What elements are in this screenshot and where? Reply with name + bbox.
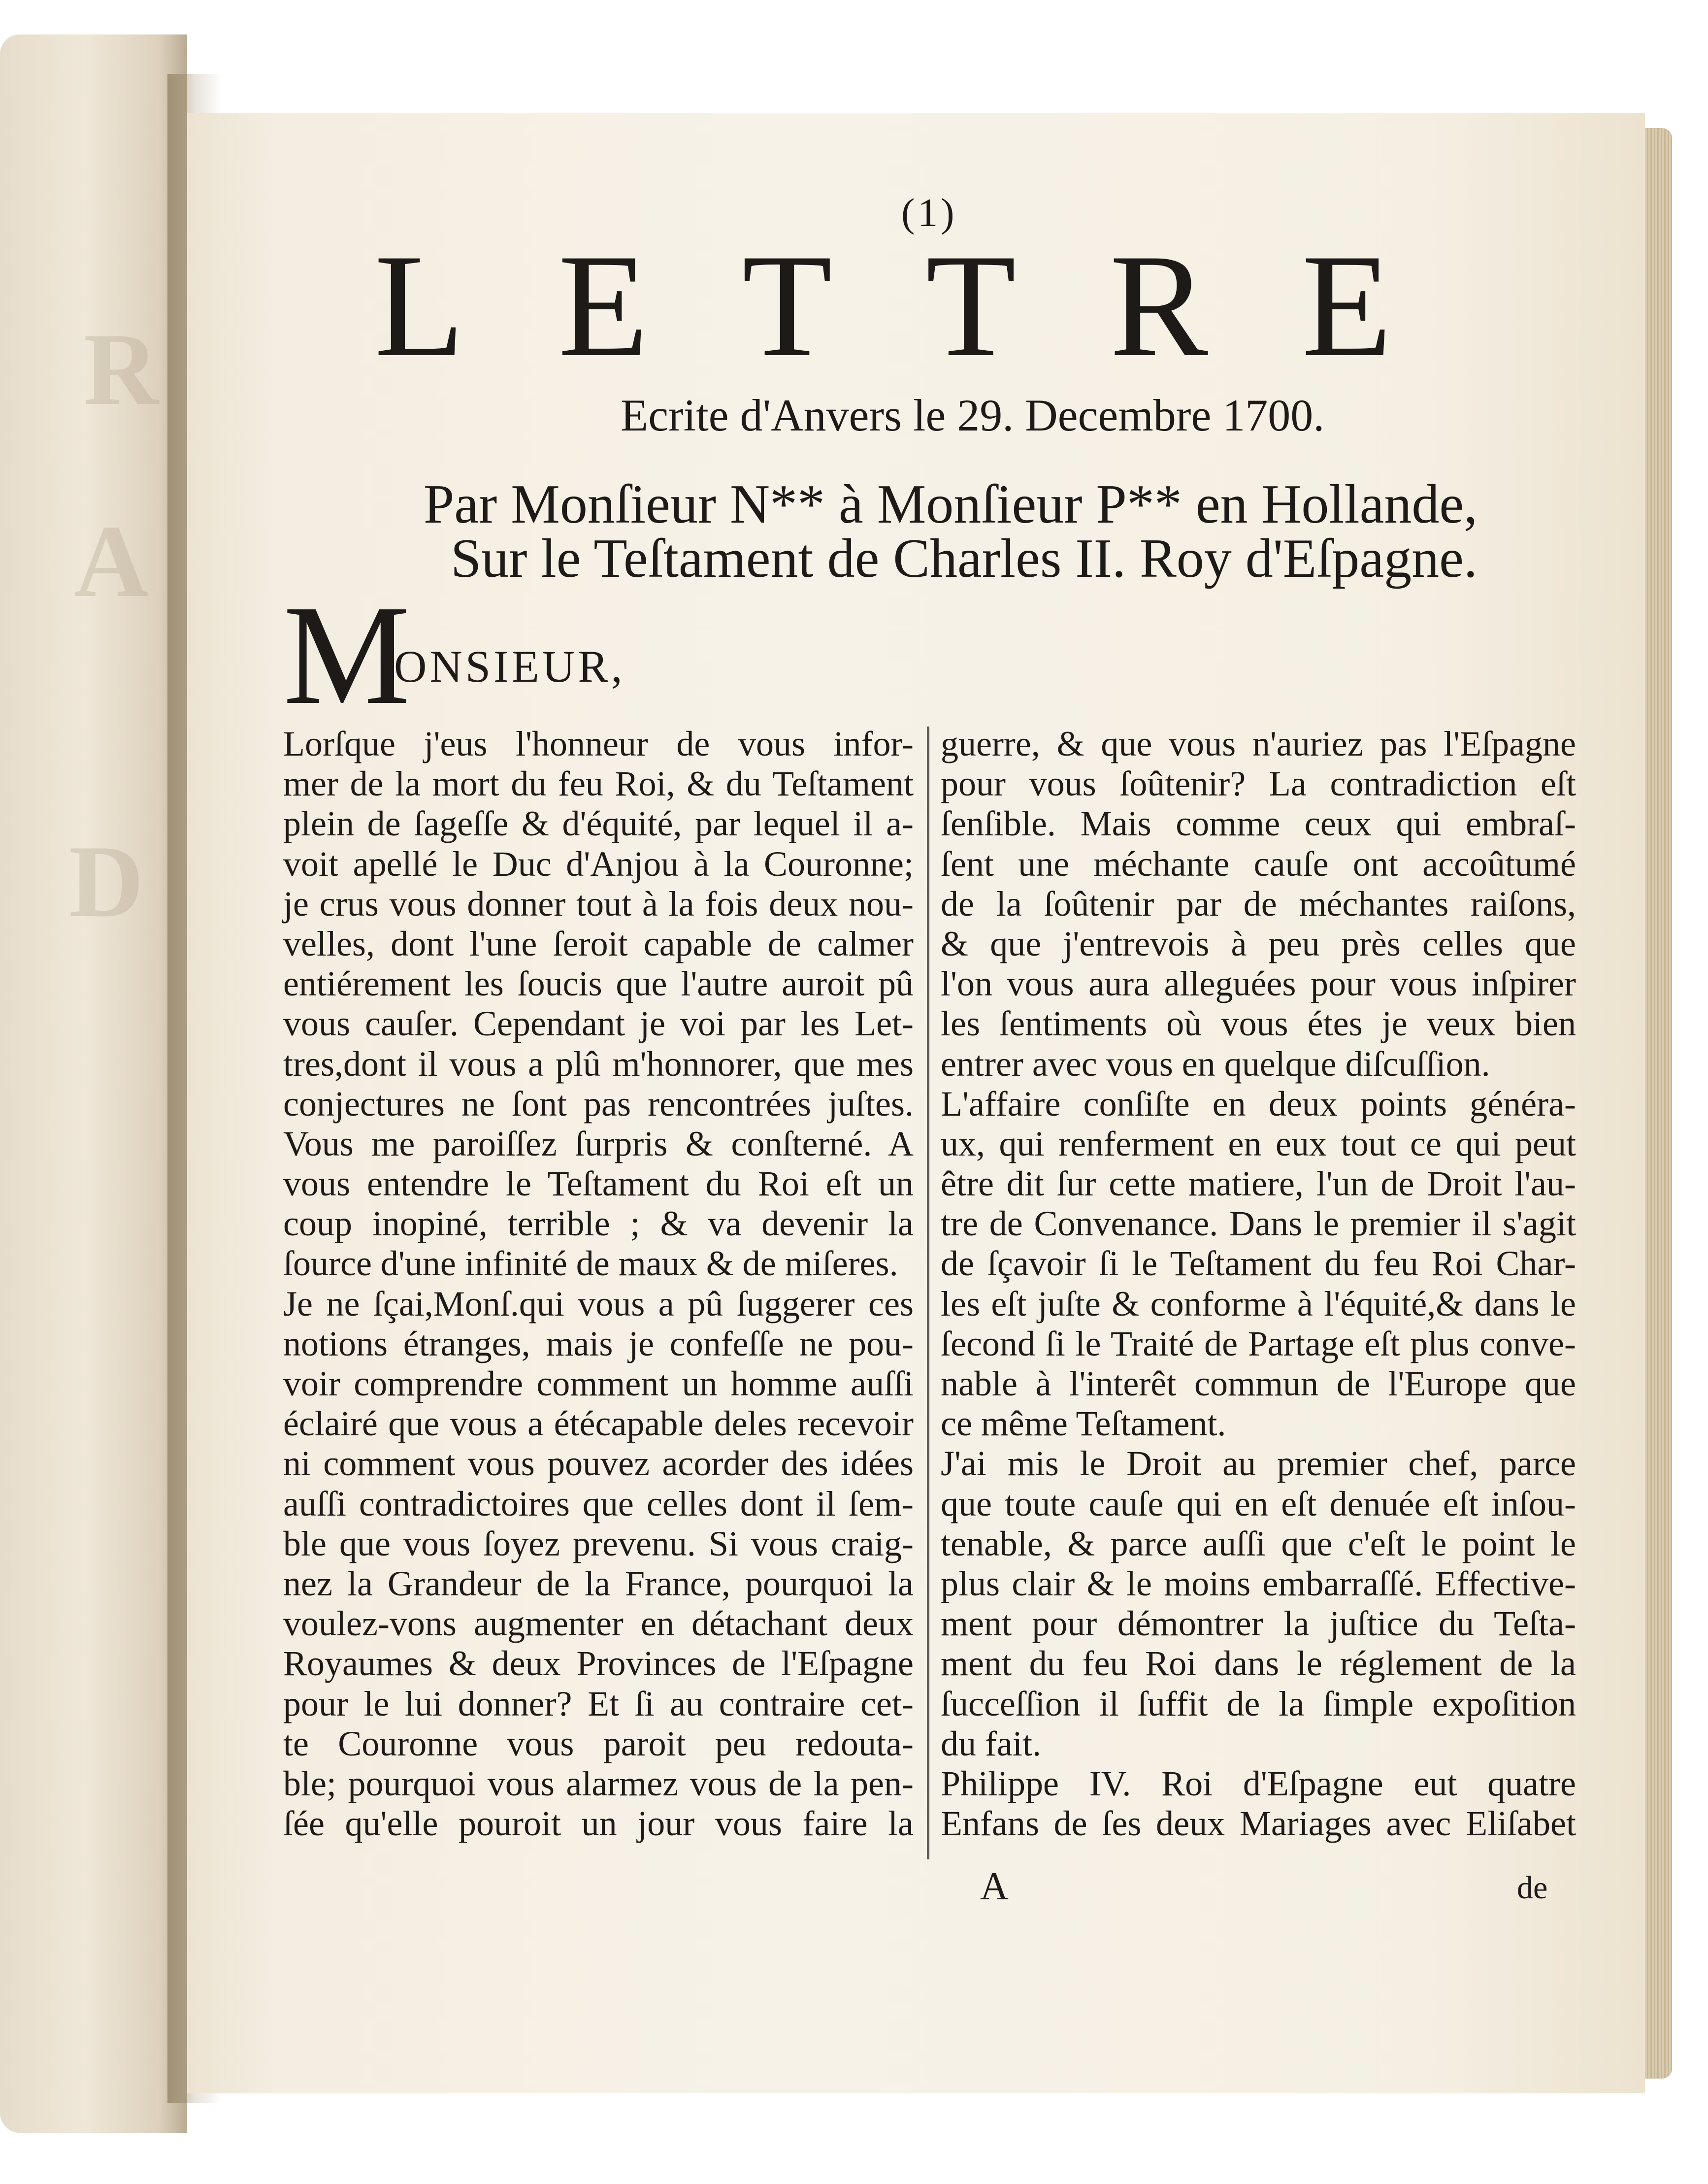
page-title: LETTRE	[374, 224, 1486, 387]
text-line: mer de la mort du feu Roi, & du Teſtament	[283, 764, 914, 804]
dateline: Ecrite d'Anvers le 29. Decembre 1700.	[621, 390, 1325, 440]
text-line: guerre, & que vous n'auriez pas l'Eſpagne	[941, 724, 1576, 763]
text-line: voulez-vons augmenter en détachant deux	[283, 1604, 914, 1644]
text-line: pour vous ſoûtenir? La contradiction eſt	[941, 764, 1576, 804]
text-line: vous cauſer. Cependant je voi par les Let-	[283, 1004, 914, 1044]
byline-line: Par Monſieur N** à Monſieur P** en Hollande,	[424, 474, 1478, 535]
text-line: L'affaire conſiſte en deux points généra-	[941, 1084, 1576, 1124]
text-line: Royaumes & deux Provinces de l'Eſpagne	[283, 1644, 914, 1684]
text-line: l'on vous aura alleguées pour vous inſpirer	[941, 964, 1576, 1004]
text-line: nez la Grandeur de la France, pourquoi la	[283, 1563, 914, 1603]
text-line: les ſentiments où vous étes je veux bien	[941, 1004, 1576, 1044]
text-line: ment pour démontrer la juſtice du Teſta-	[941, 1604, 1576, 1644]
text-line: ment du feu Roi dans le réglement de la	[941, 1644, 1576, 1684]
salutation: ONSIEUR,	[394, 641, 625, 692]
left-column	[283, 724, 914, 1844]
signature-mark: A	[980, 1865, 1009, 1908]
text-line: je crus vous donner tout à la fois deux nou-	[283, 884, 914, 924]
text-line: ſucceſſion il ſuffit de la ſimple expoſition	[941, 1684, 1576, 1723]
text-line: vous entendre le Teſtament du Roi eſt un	[283, 1164, 914, 1204]
text-line: Lorſque j'eus l'honneur de vous infor-	[283, 724, 914, 763]
text-line: conjectures ne ſont pas rencontrées juſtes.	[283, 1084, 914, 1124]
text-line: & que j'entrevois à peu près celles que	[941, 924, 1576, 963]
text-line: éclairé que vous a étécapable deles recevoir	[283, 1404, 914, 1444]
text-line: ni comment vous pouvez acorder des idées	[283, 1444, 914, 1484]
text-line: coup inopiné, terrible ; & va devenir la	[283, 1204, 914, 1244]
right-column	[941, 724, 1576, 1844]
text-line: entiérement les ſoucis que l'autre auroit pû	[283, 964, 914, 1004]
text-line: tre de Convenance. Dans le premier il s'agit	[941, 1204, 1576, 1244]
byline-line: Sur le Teſtament de Charles II. Roy d'Eſpagne.	[451, 528, 1478, 589]
bleed-through-letters: A	[74, 504, 149, 619]
text-line: ſecond ſi le Traité de Partage eſt plus conve-	[941, 1324, 1576, 1363]
text-line: voit apellé le Duc d'Anjou à la Couronne;	[283, 844, 914, 884]
text-line: Je ne ſçai,Monſ.qui vous a pû ſuggerer ces	[283, 1284, 914, 1324]
text-line: ſenſible. Mais comme ceux qui embraſ-	[941, 804, 1576, 844]
text-line: ux, qui renferment en eux tout ce qui peut	[941, 1124, 1576, 1163]
text-line: plein de ſageſſe & d'équité, par lequel il a-	[283, 804, 914, 844]
text-line: tenable, & parce auſſi que c'eſt le point le	[941, 1523, 1576, 1563]
text-line: les eſt juſte & conforme à l'équité,& dans le	[941, 1284, 1576, 1324]
bleed-through-letters: R	[84, 312, 159, 427]
text-line: plus clair & le moins embarraſſé. Effective-	[941, 1563, 1576, 1603]
drop-cap: M	[283, 576, 410, 734]
text-line: ſent une méchante cauſe ont accoûtumé	[941, 844, 1576, 884]
page-number: (1)	[901, 190, 957, 235]
text-line: ſource d'une infinité de maux & de miſeres.	[283, 1244, 898, 1284]
text-line: Philippe IV. Roi d'Eſpagne eut quatre	[941, 1763, 1576, 1803]
text-line: voir comprendre comment un homme auſſi	[283, 1364, 914, 1403]
text-line: J'ai mis le Droit au premier chef, parce	[941, 1444, 1576, 1484]
text-line: tres,dont il vous a plû m'honnorer, que mes	[283, 1044, 914, 1084]
text-line: auſſi contradictoires que celles dont il ſem-	[283, 1484, 914, 1523]
text-line: Vous me paroiſſez ſurpris & conſterné. A	[283, 1124, 914, 1163]
catchword: de	[1517, 1870, 1548, 1906]
text-line: ce même Teſtament.	[941, 1404, 1226, 1444]
text-line: notions étranges, mais je confeſſe ne pou-	[283, 1324, 914, 1363]
text-line: ble que vous ſoyez prevenu. Si vous craig-	[283, 1523, 914, 1563]
page-edges	[1645, 128, 1672, 2079]
text-line: que toute cauſe qui en eſt denuée eſt inſou-	[941, 1484, 1576, 1523]
column-rule	[927, 727, 929, 1859]
text-line: ble; pourquoi vous alarmez vous de la pen-	[283, 1763, 914, 1803]
previous-page	[0, 34, 187, 2133]
text-line: te Couronne vous paroit peu redouta-	[283, 1723, 914, 1763]
text-line: entrer avec vous en quelque diſcuſſion.	[941, 1044, 1490, 1084]
text-line: nable à l'interêt commun de l'Europe que	[941, 1364, 1576, 1403]
text-line: de ſçavoir ſi le Teſtament du feu Roi Char-	[941, 1244, 1576, 1284]
text-line: de la ſoûtenir par de méchantes raiſons,	[941, 884, 1576, 924]
text-line: ſée qu'elle pouroit un jour vous faire la	[283, 1804, 914, 1844]
text-line: du fait.	[941, 1723, 1041, 1763]
text-line: Enfans de ſes deux Mariages avec Eliſabet	[941, 1804, 1576, 1844]
text-line: être dit ſur cette matiere, l'un de Droit l'au-	[941, 1164, 1576, 1204]
bleed-through-letters: D	[69, 825, 144, 939]
text-line: pour le lui donner? Et ſi au contraire cet-	[283, 1684, 914, 1723]
text-line: velles, dont l'une ſeroit capable de calmer	[283, 924, 914, 963]
